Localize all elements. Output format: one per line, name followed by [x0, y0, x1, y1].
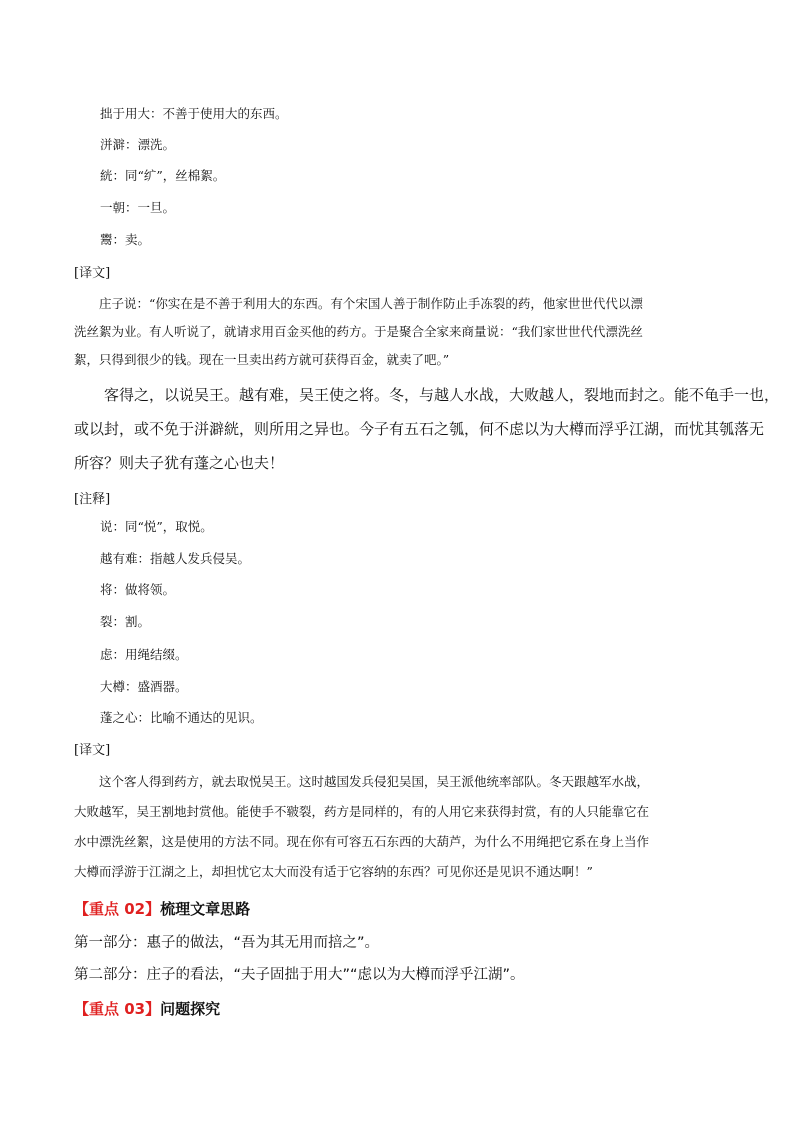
note-line: 虑：用绳结缀。: [100, 647, 188, 662]
note-line: 絖：同“纩”，丝棉絮。: [100, 168, 226, 183]
note-line: 大樽：盛酒器。: [100, 679, 188, 694]
note-line: 说：同“悦”，取悦。: [100, 519, 213, 534]
translation-line: 大败越军，吴王割地封赏他。能使手不皲裂，药方是同样的，有的人用它来获得封赏，有的人只能靠它在: [74, 804, 650, 819]
translation-line: 这个客人得到药方，就去取悦吴王。这时越国发兵侵犯吴国，吴王派他统率部队。冬天跟越军水战，: [99, 774, 650, 789]
translation-line: 水中漂洗丝絮，这是使用的方法不同。现在你有可容五石东西的大葫芦，为什么不用绳把它系在身上当作: [74, 834, 650, 849]
translation-line: 洗丝絮为业。有人听说了，就请求用百金买他的药方。于是聚合全家来商量说：“我们家世世代代漂洗丝: [74, 324, 643, 339]
translation-line: 庄子说：“你实在是不善于利用大的东西。有个宋国人善于制作防止手冻裂的药，他家世世代代以漂: [99, 296, 643, 311]
original-text-line: 或以封，或不免于洴澼絖，则所用之异也。今子有五石之瓠，何不虑以为大樽而浮乎江湖，而忧其瓠落无: [74, 420, 765, 438]
notes-label: [注释]: [74, 492, 111, 507]
note-line: 将：做将领。: [100, 582, 176, 597]
translation-label: [译文]: [74, 743, 111, 758]
note-line: 洴澼：漂洗。: [100, 137, 176, 152]
note-line: 鬻：卖。: [100, 232, 151, 247]
note-line: 拙于用大：不善于使用大的东西。: [100, 106, 288, 121]
key-point-title: 问题探究: [160, 1000, 221, 1018]
section-heading-03: [74, 998, 220, 1019]
translation-label: [译文]: [74, 266, 111, 281]
original-text-line: 所容？则夫子犹有蓬之心也夫！: [74, 454, 285, 472]
note-line: 裂：割。: [100, 614, 151, 629]
section-heading-02: [74, 898, 250, 919]
note-line: 一朝：一旦。: [100, 200, 176, 215]
original-text-line: 客得之，以说吴王。越有难，吴王使之将。冬，与越人水战，大败越人，裂地而封之。能不龟手一也，: [104, 386, 780, 404]
note-line: 蓬之心：比喻不通达的见识。: [100, 710, 263, 725]
translation-line: 絮，只得到很少的钱。现在一旦卖出药方就可获得百金，就卖了吧。”: [74, 352, 450, 367]
note-line: 越有难：指越人发兵侵吴。: [100, 551, 251, 566]
key-point-tag: 【重点 03】: [74, 1000, 161, 1018]
key-point-title: 梳理文章思路: [160, 900, 251, 918]
outline-line: 第二部分：庄子的看法，“夫子固拙于用大”“虑以为大樽而浮乎江湖”。: [74, 967, 525, 983]
outline-line: 第一部分：惠子的做法，“吾为其无用而掊之”。: [74, 935, 380, 951]
key-point-tag: 【重点 02】: [74, 900, 161, 918]
translation-line: 大樽而浮游于江湖之上，却担忧它太大而没有适于它容纳的东西？可见你还是见识不通达啊！”: [74, 864, 593, 879]
